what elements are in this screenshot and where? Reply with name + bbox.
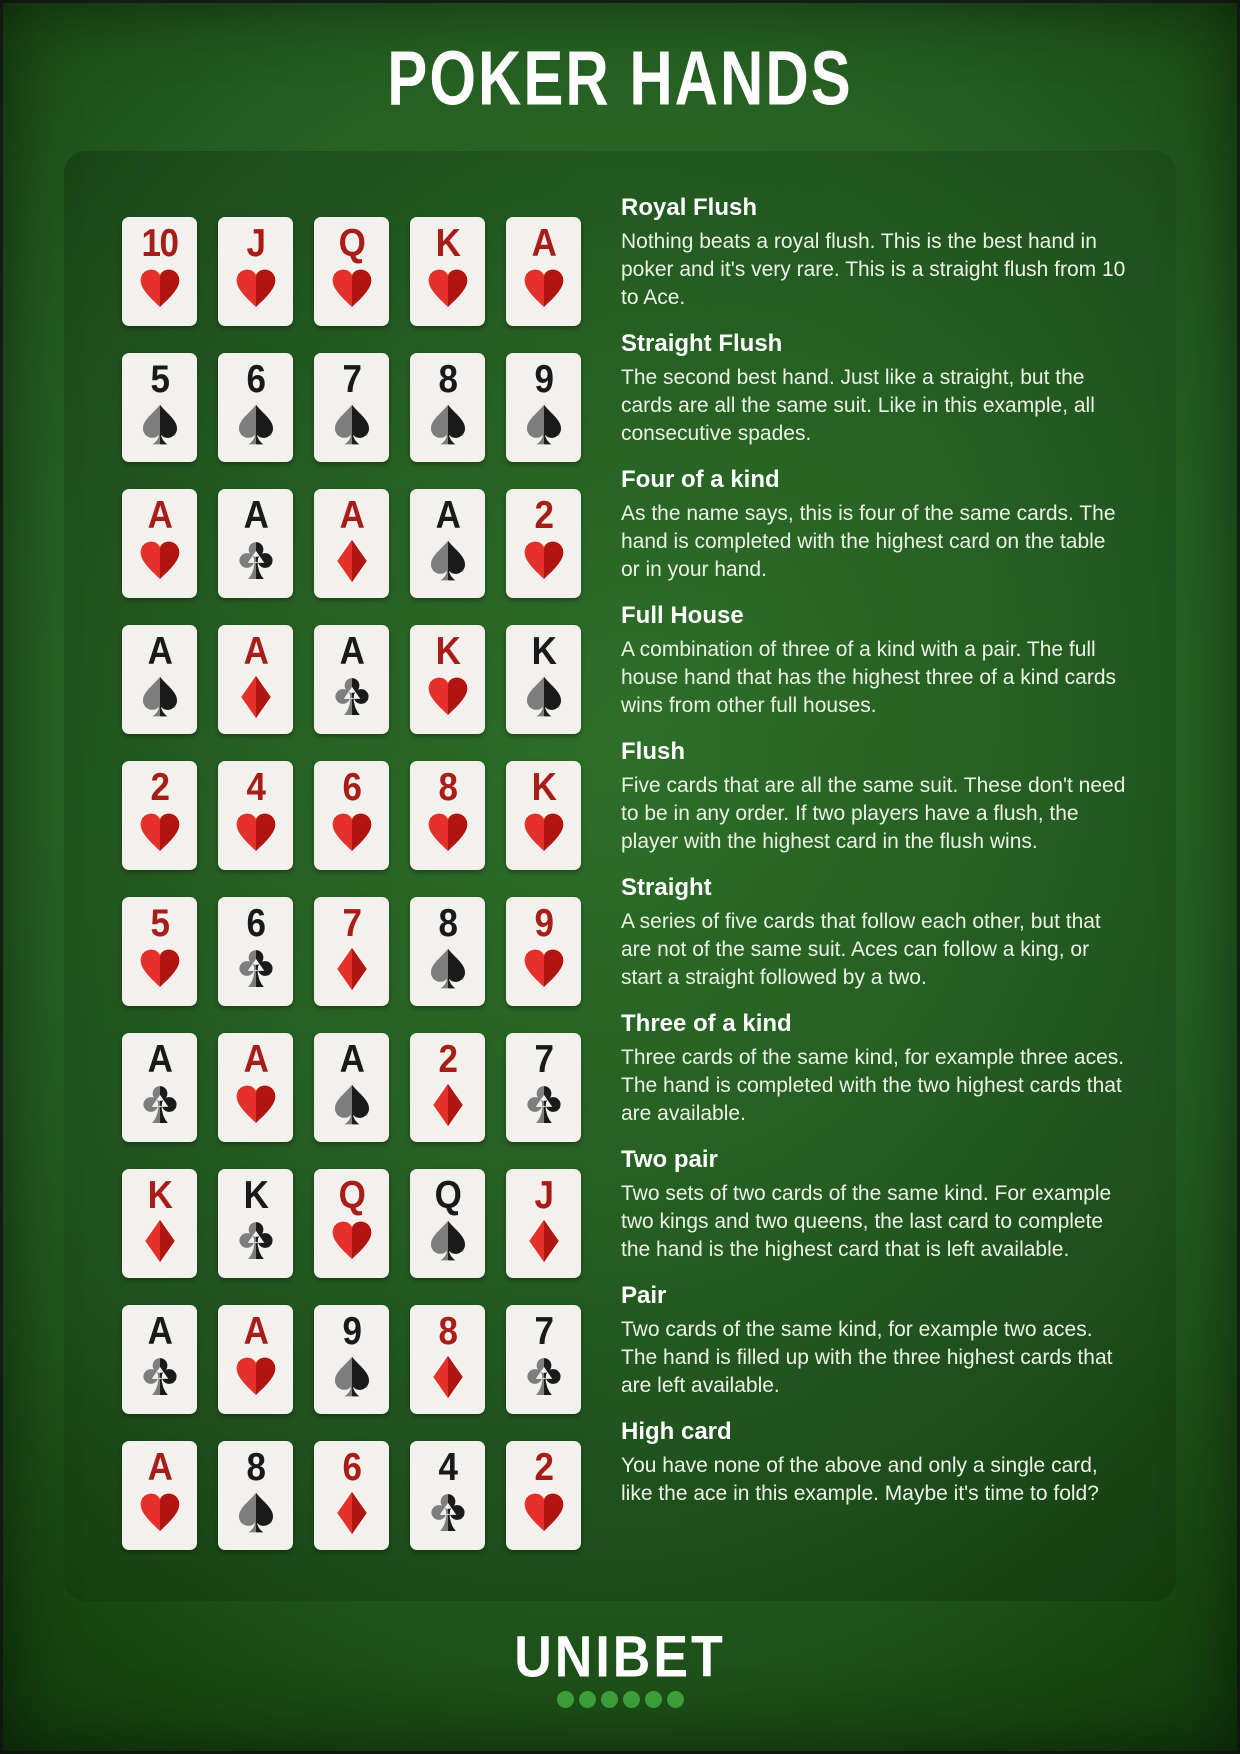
playing-card	[410, 1169, 485, 1278]
hand-description: As the name says, this is four of the same cards. The hand is completed with the highest card on the table or in your hand.	[621, 502, 1116, 582]
card-hand	[122, 1169, 581, 1278]
hand-text	[621, 195, 1129, 312]
hand-description: Five cards that are all the same suit. These don't need to be in any order. If two players have a flush, the player with the highest card in the flush wins.	[621, 774, 1126, 854]
playing-card	[122, 1033, 197, 1142]
card-rank: A	[147, 1310, 172, 1353]
hand-text	[621, 1147, 1129, 1264]
diamond-icon	[425, 1082, 471, 1128]
card-rank: 10	[141, 222, 178, 265]
card-rank: A	[147, 494, 172, 537]
playing-card	[410, 1441, 485, 1550]
playing-card	[410, 625, 485, 734]
playing-card	[314, 1169, 389, 1278]
playing-card	[218, 897, 293, 1006]
brand-footer	[0, 1624, 1240, 1708]
playing-card	[506, 1033, 581, 1142]
playing-card	[410, 217, 485, 326]
heart-icon	[425, 266, 471, 312]
heart-icon	[329, 266, 375, 312]
playing-card	[314, 353, 389, 462]
hand-row	[122, 875, 1176, 1006]
card-rank: 2	[150, 766, 169, 809]
club-icon	[233, 946, 279, 992]
club-icon	[233, 538, 279, 584]
spade-icon	[233, 402, 279, 448]
card-rank: 8	[438, 358, 457, 401]
card-rank: 7	[534, 1310, 553, 1353]
card-rank: Q	[434, 1174, 461, 1217]
hand-row	[122, 1147, 1176, 1278]
card-rank: 5	[150, 358, 169, 401]
playing-card	[314, 1033, 389, 1142]
playing-card	[218, 1305, 293, 1414]
card-rank: A	[147, 630, 172, 673]
card-rank: K	[147, 1174, 172, 1217]
heart-icon	[329, 1218, 375, 1264]
hand-text	[621, 603, 1129, 720]
playing-card	[122, 897, 197, 1006]
card-rank: A	[435, 494, 460, 537]
card-rank: A	[531, 222, 556, 265]
hand-row	[122, 331, 1176, 462]
hand-name: Three of a kind	[621, 1010, 792, 1037]
spade-icon	[329, 1082, 375, 1128]
playing-card	[218, 625, 293, 734]
card-rank: 8	[438, 902, 457, 945]
hand-description: Two sets of two cards of the same kind. For example two kings and two queens, the last card to complete the hand is the highest card that is left available.	[621, 1182, 1112, 1262]
card-hand	[122, 625, 581, 734]
card-rank: 8	[438, 1310, 457, 1353]
playing-card	[122, 761, 197, 870]
spade-icon	[521, 402, 567, 448]
card-hand	[122, 1441, 581, 1550]
spade-icon	[137, 674, 183, 720]
card-rank: Q	[338, 1174, 365, 1217]
heart-icon	[233, 1354, 279, 1400]
playing-card	[410, 1033, 485, 1142]
hand-description: A series of five cards that follow each other, but that are not of the same suit. Aces can follow a king, or start a straight followed by a two.	[621, 910, 1101, 990]
card-rank: A	[147, 1446, 172, 1489]
playing-card	[122, 1441, 197, 1550]
card-hand	[122, 897, 581, 1006]
heart-icon	[425, 810, 471, 856]
club-icon	[521, 1354, 567, 1400]
hand-name: Two pair	[621, 1146, 718, 1173]
spade-icon	[425, 1218, 471, 1264]
heart-icon	[425, 674, 471, 720]
brand-dots	[0, 1691, 1240, 1708]
card-rank: K	[435, 630, 460, 673]
hands-panel	[64, 151, 1176, 1601]
heart-icon	[233, 1082, 279, 1128]
diamond-icon	[329, 946, 375, 992]
card-rank: A	[243, 1038, 268, 1081]
hand-row	[122, 739, 1176, 870]
diamond-icon	[329, 538, 375, 584]
card-rank: 7	[534, 1038, 553, 1081]
hand-row	[122, 467, 1176, 598]
diamond-icon	[329, 1490, 375, 1536]
heart-icon	[233, 266, 279, 312]
playing-card	[506, 1441, 581, 1550]
spade-icon	[425, 538, 471, 584]
playing-card	[314, 217, 389, 326]
card-rank: A	[243, 1310, 268, 1353]
playing-card	[506, 489, 581, 598]
playing-card	[506, 217, 581, 326]
diamond-icon	[233, 674, 279, 720]
card-hand	[122, 489, 581, 598]
playing-card	[122, 353, 197, 462]
brand-dot	[601, 1691, 618, 1708]
card-rank: 2	[438, 1038, 457, 1081]
card-rank: 4	[246, 766, 265, 809]
hand-description: Two cards of the same kind, for example two aces. The hand is filled up with the three highest cards that are left available.	[621, 1318, 1113, 1398]
card-rank: 9	[534, 902, 553, 945]
card-rank: 2	[534, 494, 553, 537]
card-rank: 6	[342, 1446, 361, 1489]
card-hand	[122, 217, 581, 326]
heart-icon	[521, 538, 567, 584]
playing-card	[122, 1169, 197, 1278]
playing-card	[410, 489, 485, 598]
playing-card	[506, 353, 581, 462]
playing-card	[122, 1305, 197, 1414]
playing-card	[314, 897, 389, 1006]
playing-card	[506, 897, 581, 1006]
playing-card	[506, 1305, 581, 1414]
club-icon	[137, 1082, 183, 1128]
heart-icon	[233, 810, 279, 856]
playing-card	[122, 625, 197, 734]
playing-card	[218, 761, 293, 870]
card-rank: A	[243, 494, 268, 537]
card-rank: K	[531, 630, 556, 673]
heart-icon	[137, 946, 183, 992]
card-rank: A	[339, 630, 364, 673]
playing-card	[314, 489, 389, 598]
card-rank: A	[243, 630, 268, 673]
card-hand	[122, 761, 581, 870]
card-rank: K	[531, 766, 556, 809]
playing-card	[410, 1305, 485, 1414]
card-rank: K	[435, 222, 460, 265]
hand-name: Royal Flush	[621, 194, 758, 221]
card-rank: 2	[534, 1446, 553, 1489]
hand-text	[621, 331, 1129, 448]
page-title: POKER HANDS	[387, 35, 853, 122]
heart-icon	[521, 810, 567, 856]
hand-row	[122, 1011, 1176, 1142]
card-rank: K	[243, 1174, 268, 1217]
hand-row	[122, 1283, 1176, 1414]
hand-description: A combination of three of a kind with a pair. The full house hand that has the highest three of a kind cards wins from other full houses.	[621, 638, 1117, 718]
hand-row	[122, 195, 1176, 326]
club-icon	[329, 674, 375, 720]
playing-card	[218, 1033, 293, 1142]
card-hand	[122, 353, 581, 462]
card-rank: A	[339, 1038, 364, 1081]
hand-description: Three cards of the same kind, for example three aces. The hand is completed with the two highest cards that are available.	[621, 1046, 1125, 1126]
heart-icon	[521, 266, 567, 312]
playing-card	[314, 1305, 389, 1414]
card-rank: A	[147, 1038, 172, 1081]
card-rank: 7	[342, 358, 361, 401]
spade-icon	[329, 402, 375, 448]
hand-text	[621, 1419, 1129, 1508]
playing-card	[218, 217, 293, 326]
heart-icon	[137, 810, 183, 856]
card-rank: J	[246, 222, 265, 265]
card-rank: 5	[150, 902, 169, 945]
card-hand	[122, 1033, 581, 1142]
heart-icon	[521, 946, 567, 992]
hand-description: Nothing beats a royal flush. This is the best hand in poker and it's very rare. This is a straight flush from 10 to Ace.	[621, 230, 1126, 310]
playing-card	[314, 625, 389, 734]
playing-card	[314, 1441, 389, 1550]
spade-icon	[521, 674, 567, 720]
hand-description: You have none of the above and only a single card, like the ace in this example. Maybe it's time to fold?	[621, 1454, 1099, 1506]
playing-card	[506, 1169, 581, 1278]
brand-dot	[667, 1691, 684, 1708]
heart-icon	[137, 1490, 183, 1536]
card-rank: 9	[534, 358, 553, 401]
hand-name: High card	[621, 1418, 732, 1445]
club-icon	[137, 1354, 183, 1400]
playing-card	[122, 217, 197, 326]
playing-card	[506, 625, 581, 734]
card-rank: A	[339, 494, 364, 537]
diamond-icon	[425, 1354, 471, 1400]
diamond-icon	[521, 1218, 567, 1264]
hand-text	[621, 739, 1129, 856]
spade-icon	[425, 402, 471, 448]
brand-dot	[623, 1691, 640, 1708]
hand-name: Four of a kind	[621, 466, 780, 493]
hand-row	[122, 603, 1176, 734]
brand-dot	[645, 1691, 662, 1708]
playing-card	[218, 1169, 293, 1278]
hand-text	[621, 1283, 1129, 1400]
hand-text	[621, 467, 1129, 584]
playing-card	[122, 489, 197, 598]
spade-icon	[329, 1354, 375, 1400]
card-rank: 4	[438, 1446, 457, 1489]
hand-name: Full House	[621, 602, 744, 629]
card-rank: 6	[342, 766, 361, 809]
playing-card	[410, 761, 485, 870]
heart-icon	[521, 1490, 567, 1536]
card-rank: 8	[438, 766, 457, 809]
heart-icon	[137, 266, 183, 312]
heart-icon	[329, 810, 375, 856]
brand-dot	[579, 1691, 596, 1708]
hand-name: Straight	[621, 874, 712, 901]
playing-card	[314, 761, 389, 870]
hand-name: Pair	[621, 1282, 667, 1309]
hand-text	[621, 1011, 1129, 1128]
card-rank: 9	[342, 1310, 361, 1353]
hand-name: Flush	[621, 738, 685, 765]
hand-text	[621, 875, 1129, 992]
card-hand	[122, 1305, 581, 1414]
heart-icon	[137, 538, 183, 584]
hand-row	[122, 1419, 1176, 1550]
hand-description: The second best hand. Just like a straight, but the cards are all the same suit. Like in this example, all consecutive spades.	[621, 366, 1095, 446]
card-rank: 6	[246, 902, 265, 945]
brand-logo: UNIBET	[514, 1625, 726, 1691]
card-rank: 6	[246, 358, 265, 401]
card-rank: 7	[342, 902, 361, 945]
brand-dot	[557, 1691, 574, 1708]
diamond-icon	[137, 1218, 183, 1264]
spade-icon	[137, 402, 183, 448]
hand-name: Straight Flush	[621, 330, 783, 357]
playing-card	[506, 761, 581, 870]
playing-card	[218, 353, 293, 462]
playing-card	[410, 353, 485, 462]
card-rank: J	[534, 1174, 553, 1217]
playing-card	[410, 897, 485, 1006]
club-icon	[521, 1082, 567, 1128]
playing-card	[218, 489, 293, 598]
club-icon	[233, 1218, 279, 1264]
club-icon	[425, 1490, 471, 1536]
card-rank: 8	[246, 1446, 265, 1489]
card-rank: Q	[338, 222, 365, 265]
spade-icon	[425, 946, 471, 992]
spade-icon	[233, 1490, 279, 1536]
playing-card	[218, 1441, 293, 1550]
